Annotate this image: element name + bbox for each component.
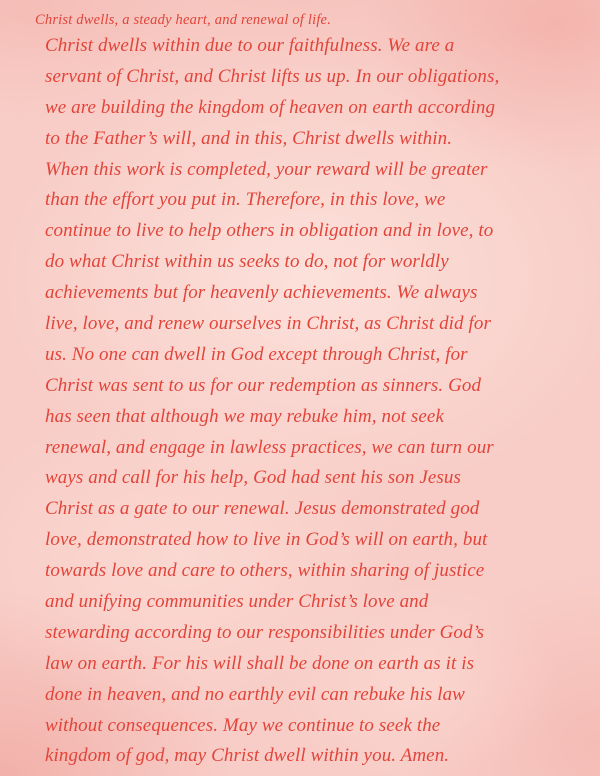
letter-body (45, 31, 598, 772)
text-line: live, love, and renew ourselves in Christ, as Christ did for (45, 313, 491, 335)
text-line: law on earth. For his will shall be done on earth as it is (45, 652, 475, 674)
text-line: Christ dwells within due to our faithfulness. We are a (45, 35, 455, 56)
text-line: When this work is completed, your reward will be greater (45, 158, 488, 180)
text-line: done in heaven, and no earthly evil can rebuke his law (45, 683, 465, 705)
text-line: continue to live to help others in obligation and in love, to (45, 220, 494, 242)
text-line: kingdom of god, may Christ dwell within you. Amen. (45, 745, 450, 767)
text-line: us. No one can dwell in God except through Christ, for (45, 343, 468, 365)
text-line: Christ as a gate to our renewal. Jesus demonstrated god (45, 498, 480, 520)
text-line: stewarding according to our responsibilities under God’s (45, 621, 485, 643)
text-line: ways and call for his help, God had sent his son Jesus (45, 467, 461, 489)
letter-title: Christ dwells, a steady heart, and renewal of life. (35, 12, 332, 28)
text-line: to the Father’s will, and in this, Christ dwells within. (45, 127, 453, 149)
text-line: than the effort you put in. Therefore, in this love, we (45, 189, 446, 211)
text-line: Christ was sent to us for our redemption as sinners. God (45, 374, 482, 396)
text-line: renewal, and engage in lawless practices, we can turn our (45, 436, 494, 458)
text-line: without consequences. May we continue to seek the (45, 714, 441, 736)
text-line: do what Christ within us seeks to do, not for worldly (45, 251, 449, 273)
text-line: and unifying communities under Christ’s love and (45, 591, 429, 613)
text-line: servant of Christ, and Christ lifts us up. In our obligations, (45, 65, 500, 87)
text-line: towards love and care to others, within sharing of justice (45, 560, 485, 582)
text-line: achievements but for heavenly achievements. We always (45, 282, 478, 304)
text-line: has seen that although we may rebuke him, not seek (45, 405, 444, 427)
text-line: we are building the kingdom of heaven on earth according (45, 96, 496, 118)
text-line: love, demonstrated how to live in God’s will on earth, but (45, 529, 488, 551)
